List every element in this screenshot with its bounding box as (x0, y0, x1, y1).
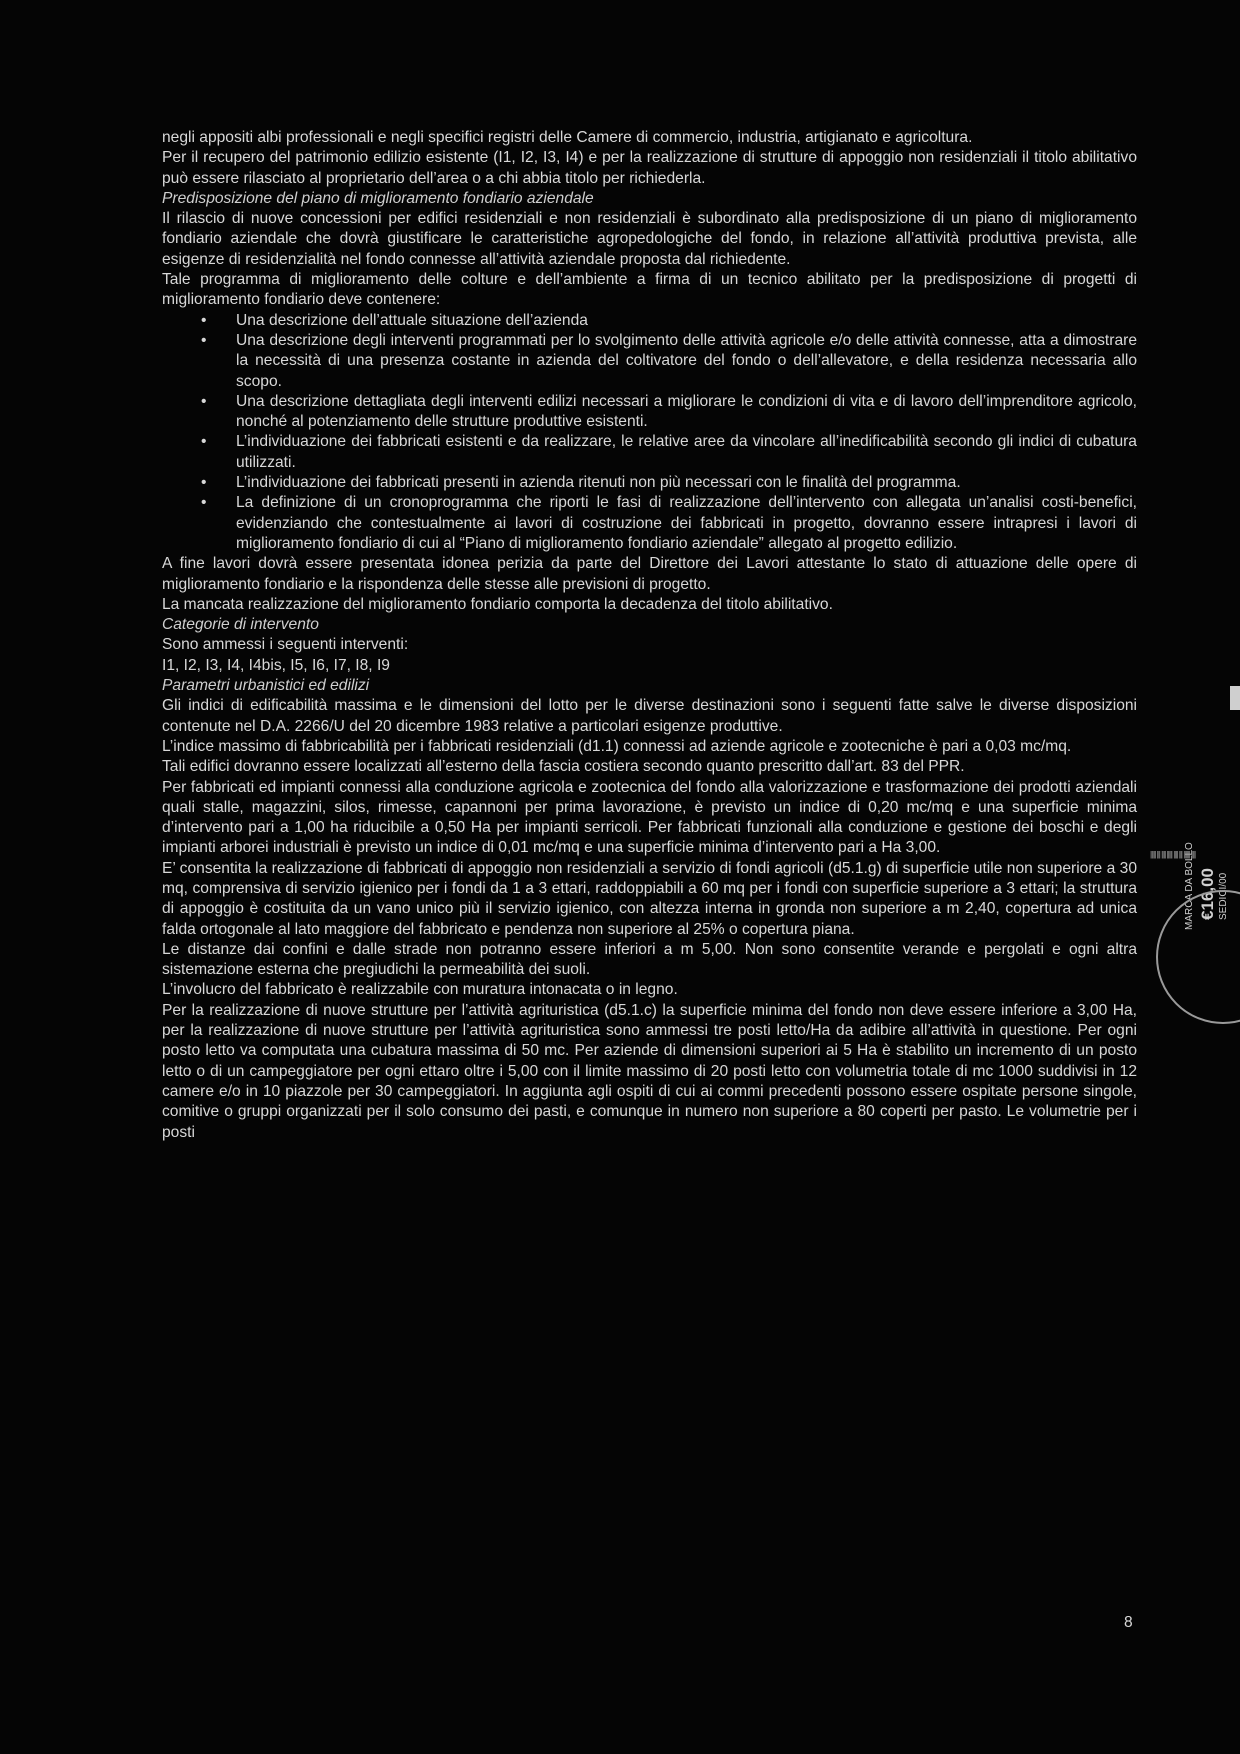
bullet-icon: • (201, 494, 207, 512)
paragraph: Sono ammessi i seguenti interventi: (162, 636, 409, 654)
paragraph: negli appositi albi professionali e negli specifici registri delle Camere di commercio, industria, artigianato e agricoltura. (162, 129, 973, 146)
paragraph: E’ consentita la realizzazione di fabbricati di appoggio non residenziali a servizio di fondi agricoli (d5.1.g) di superficie utile non superiore a 30 mq, comprensiva di servizio igienico per i fondi da 1 a 3 ettari, raddoppiabili a 60 mq per i fondi con superficie superiore a 3 ettari; la struttura di appoggio è costituita da un vano unico più il servizio igienico, con altezza interna in gronda non superiore a m 2,40, copertura ad unica falda ortogonale al lato maggiore del fabbricato e pendenza non superiore al 25% o copertura piana. (162, 859, 1137, 938)
list-item (162, 473, 1137, 493)
paragraph: Per il recupero del patrimonio edilizio esistente (I1, I2, I3, I4) e per la realizzazione di strutture di appoggio non residenziali il titolo abilitativo può essere rilasciato al proprietario dell’area o a chi abbia titolo per richiederla. (162, 149, 1137, 187)
stamp-barcode: ||||| ||| |||| ||||| |||| ||| |||||| |||| (1150, 850, 1196, 859)
paragraph: L’indice massimo di fabbricabilità per i fabbricati residenziali (d1.1) connessi ad aziende agricole e zootecniche è pari a 0,03 mc/mq. (162, 737, 1072, 755)
bullet-icon: • (201, 433, 207, 451)
list-item (162, 311, 1137, 331)
stamp-tab (1230, 686, 1240, 710)
revenue-stamp (1150, 640, 1240, 1070)
list-item-text: Una descrizione dettagliata degli interventi edilizi necessari a migliorare le condizioni di vita e di lavoro dell’imprenditore agricolo, nonché al potenziamento delle strutture produttive esistenti. (236, 392, 1137, 431)
list-item (162, 493, 1137, 554)
bullet-icon: • (201, 474, 207, 492)
list-item-text: L’individuazione dei fabbricati presenti in azienda ritenuti non più necessari con le finalità del programma. (236, 474, 961, 492)
list-item (162, 331, 1137, 392)
paragraph: L’involucro del fabbricato è realizzabile con muratura intonacata o in legno. (162, 981, 678, 999)
list-item (162, 432, 1137, 473)
paragraph: La mancata realizzazione del miglioramento fondiario comporta la decadenza del titolo abilitativo. (162, 595, 833, 613)
bullet-icon: • (201, 331, 207, 349)
paragraph: Tali edifici dovranno essere localizzati all’esterno della fascia costiera secondo quanto prescritto dall’art. 83 del PPR. (162, 758, 965, 776)
paragraph: I1, I2, I3, I4, I4bis, I5, I6, I7, I8, I9 (162, 656, 390, 674)
stamp-amount-words: SEDICI/00 (1218, 872, 1229, 920)
list-item-text: Una descrizione degli interventi programmati per lo svolgimento delle attività agricole e/o delle attività connesse, atta a dimostrare la necessità di una presenza costante in azienda del coltivatore del fondo o dell’allevatore, e della residenza necessaria allo scopo. (236, 331, 1137, 390)
paragraph: Tale programma di miglioramento delle colture e dell’ambiente a firma di un tecnico abilitato per la predisposizione di progetti di miglioramento fondiario deve contenere: (162, 271, 1137, 309)
paragraph: Gli indici di edificabilità massima e le dimensioni del lotto per le diverse destinazioni sono i seguenti fatte salve le diverse disposizioni contenute nel D.A. 2266/U del 20 dicembre 1983 relative a particolari esigenze produttive. (162, 697, 1137, 735)
stamp-seal (1156, 890, 1240, 1024)
bullet-icon: • (201, 392, 207, 410)
page-number: 8 (1124, 1614, 1133, 1631)
paragraph: Per la realizzazione di nuove strutture per l’attività agrituristica (d5.1.c) la superficie minima del fondo non deve essere inferiore a 3,00 Ha, per la realizzazione di nuove strutture per l’attività agrituristica sono ammessi tre posti letto/Ha da adibire all’attività in questione. Per ogni posto letto va computata una cubatura massima di 50 mc. Per aziende di dimensioni superiori ai 5 Ha è stabilito un incremento di un posto letto o di un campeggiatore per ogni ettaro oltre i 5,00 con il limite massimo di 20 posti letto con volumetria totale di mc 1000 suddivisi in 12 camere e/o in 10 piazzole per 30 campeggiatori. In aggiunta agli ospiti di cui ai commi precedenti possono essere ospitate persone singole, comitive o gruppi organizzati per il solo consumo dei pasti, e comunque in numero non superiore a 80 coperti per pasto. Le volumetrie per i posti (162, 1001, 1137, 1141)
section-heading: Categorie di intervento (162, 616, 319, 634)
paragraph: Le distanze dai confini e dalle strade non potranno essere inferiori a m 5,00. Non sono consentite verande e pergolati e ogni altra sistemazione esterna che pregiudichi la permeabilità dei suoli. (162, 940, 1137, 979)
list-item-text: La definizione di un cronoprogramma che riporti le fasi di realizzazione dell’intervento con allegata un’analisi costi-benefici, evidenziando che contestualmente ai lavori di costruzione dei fabbricati in progetto, dovranno essere intrapresi i lavori di miglioramento fondiario di cui al “Piano di miglioramento fondiario aziendale” allegato al progetto edilizio. (236, 494, 1137, 552)
document-body (162, 128, 1137, 1143)
paragraph: Per fabbricati ed impianti connessi alla conduzione agricola e zootecnica del fondo alla valorizzazione e trasformazione dei prodotti aziendali quali stalle, magazzini, silos, rimesse, capannoni per prima lavorazione, è previsto un indice di 0,20 mc/mq e una superficie minima d’intervento pari a 1,00 ha riducibile a 0,50 Ha per impianti serricoli. Per fabbricati funzionali alla conduzione e gestione dei boschi e degli impianti arborei industriali è previsto un indice di 0,01 mc/mq e una superficie minima d’intervento pari a Ha 3,00. (162, 778, 1137, 857)
bullet-list (162, 311, 1137, 555)
paragraph: A fine lavori dovrà essere presentata idonea perizia da parte del Direttore dei Lavori attestante lo stato di attuazione delle opere di miglioramento fondiario e la rispondenza delle stesse alle previsioni di progetto. (162, 555, 1137, 593)
stamp-title: MARCA DA BOLLO (1184, 842, 1195, 930)
bullet-icon: • (201, 311, 207, 329)
paragraph: Il rilascio di nuove concessioni per edifici residenziali e non residenziali è subordinato alla predisposizione di un piano di miglioramento fondiario aziendale che dovrà giustificare le caratteristiche agropedologiche del fondo, in relazione all’attività produttiva prevista, alle esigenze di residenzialità nel fondo connesse all’attività aziendale proposta dal richiedente. (162, 210, 1137, 268)
list-item-text: L’individuazione dei fabbricati esistenti e da realizzare, le relative aree da vincolare all’inedificabilità secondo gli indici di cubatura utilizzati. (236, 433, 1137, 471)
section-heading: Parametri urbanistici ed edilizi (162, 677, 370, 695)
stamp-amount: €16,00 (1198, 868, 1217, 920)
section-heading: Predisposizione del piano di miglioramento fondiario aziendale (162, 189, 594, 207)
list-item (162, 392, 1137, 433)
list-item-text: Una descrizione dell’attuale situazione dell’azienda (236, 311, 588, 329)
